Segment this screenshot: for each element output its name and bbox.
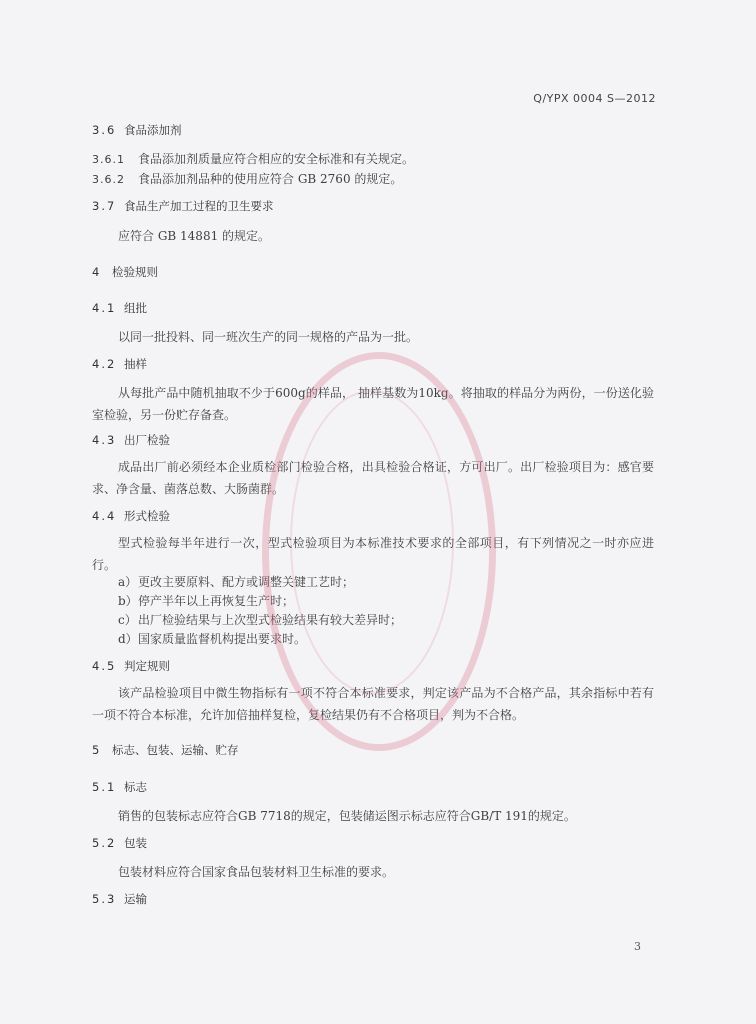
section-4-4-heading: 4.4 形式检验 [92,509,170,523]
section-3-7-text: 应符合 GB 14881 的规定。 [118,229,271,243]
clause-3-6-1: 3.6.1 食品添加剂质量应符合相应的安全标准和有关规定。 [92,152,415,166]
page-number: 3 [634,940,641,953]
list-item: b）停产半年以上再恢复生产时； [118,594,295,608]
section-4-4-text: 型式检验每半年进行一次，型式检验项目为本标准技术要求的全部项目，有下列情况之一时亦应进行。 [92,536,654,572]
section-5-2-text: 包装材料应符合国家食品包装材料卫生标准的要求。 [118,865,395,879]
section-4-3-heading: 4.3 出厂检验 [92,433,170,447]
section-4-heading: 4 检验规则 [92,265,158,279]
section-4-2-heading: 4.2 抽样 [92,357,147,371]
section-title: 食品添加剂 [124,123,182,137]
list-item: c）出厂检验结果与上次型式检验结果有较大差异时； [118,613,403,627]
section-5-1-heading: 5.1 标志 [92,780,147,794]
section-3-7-heading: 3.7 食品生产加工过程的卫生要求 [92,199,274,213]
section-5-heading: 5 标志、包装、运输、贮存 [92,743,239,757]
section-4-2-text: 从每批产品中随机抽取不少于600g的样品， 抽样基数为10kg。将抽取的样品分为两份，一份送化验室检验，另一份贮存备查。 [92,386,654,422]
clause-3-6-2: 3.6.2 食品添加剂品种的使用应符合 GB 2760 的规定。 [92,172,403,186]
document-code: Q/YPX 0004 S—2012 [533,92,656,105]
list-item: a）更改主要原料、配方或调整关键工艺时； [118,575,355,589]
section-4-5-text: 该产品检验项目中微生物指标有一项不符合本标准要求，判定该产品为不合格产品，其余指标中若有一项不符合本标准，允许加倍抽样复检，复检结果仍有不合格项目，判为不合格。 [92,686,654,722]
section-4-1-text: 以同一批投料、同一班次生产的同一规格的产品为一批。 [118,330,419,344]
list-item: d）国家质量监督机构提出要求时。 [118,632,307,646]
section-4-5-heading: 4.5 判定规则 [92,659,170,673]
section-4-1-heading: 4.1 组批 [92,301,147,315]
section-number: 3.6 [92,123,117,137]
section-4-3-text: 成品出厂前必须经本企业质检部门检验合格，出具检验合格证，方可出厂。出厂检验项目为：感官要求、净含量、菌落总数、大肠菌群。 [92,460,654,496]
section-5-2-heading: 5.2 包装 [92,836,147,850]
section-5-3-heading: 5.3 运输 [92,892,147,906]
section-3-6-heading [92,122,182,138]
section-5-1-text: 销售的包装标志应符合GB 7718的规定，包装储运图示标志应符合GB/T 191的规定。 [118,809,576,823]
